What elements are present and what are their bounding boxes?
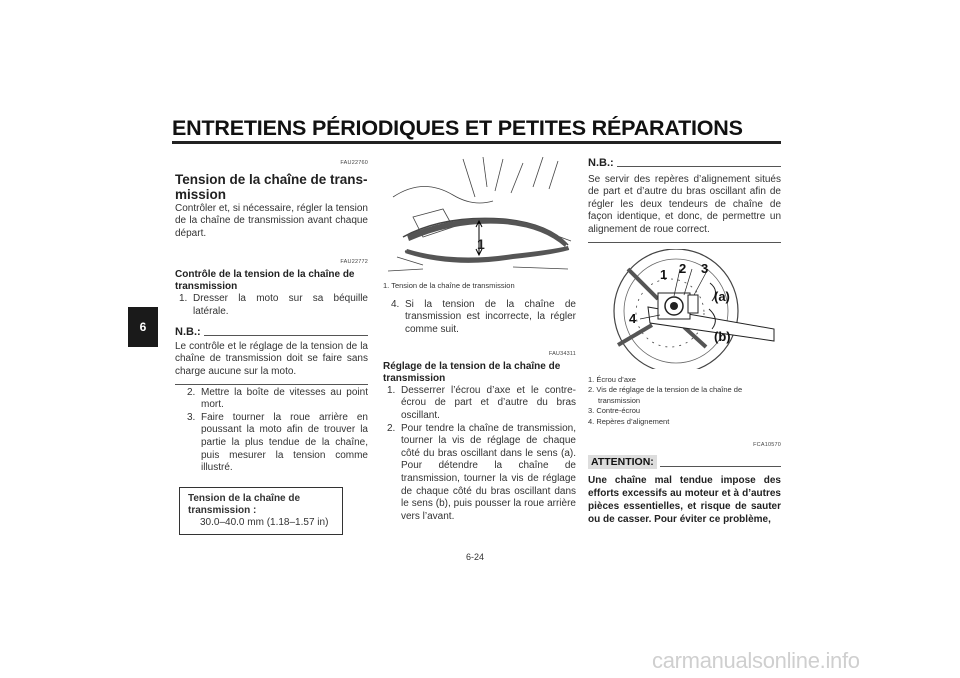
callout-a: (a) [714, 288, 730, 304]
nb-text: Se servir des repères d’alignement situés de part et d’autre du bras oscillant afin de régler les deux tendeurs de chaîne de façon identique, et donc, de permettre un alignement de roue correct. [588, 173, 781, 235]
caption-item: 3. Contre-écrou [588, 406, 641, 416]
spec-box [179, 487, 343, 535]
ref-code: FAU22772 [340, 259, 368, 266]
ref-code: FAU22760 [340, 160, 368, 166]
step-item [383, 423, 576, 524]
watermark: carmanualsonline.info [652, 648, 860, 673]
step-item [175, 412, 368, 475]
wheel-illustration [588, 249, 781, 369]
column-2 [383, 281, 576, 523]
step-item [383, 299, 576, 337]
nb-rule [204, 335, 368, 336]
step-number: 4. [391, 298, 400, 310]
step-text: Pour tendre la chaîne de transmission, tourner la vis de réglage de chaque côté du bras oscillant dans le sens (a). Pour détendre la chaîne de transmission, tourner la vis de réglage de chaque côté du bras oscillant dans le sens (b), puis pousser la roue arrière vers l’avant. [401, 422, 576, 522]
step-number: 2. [387, 422, 396, 434]
ref-code: FCA10570 [753, 442, 781, 449]
nb-header [175, 326, 368, 339]
callout-1: 1 [660, 266, 668, 282]
callout-4: 4 [629, 310, 637, 326]
spec-value: 30.0–40.0 mm (1.18–1.57 in) [200, 516, 329, 528]
step-text: Desserrer l’écrou d’axe et le contre-écrou de part et d’autre du bras oscillant. [401, 384, 576, 422]
figure-caption: 1. Tension de la chaîne de transmission [383, 281, 515, 290]
subheading: Contrôle de la tension de la chaîne de transmission [175, 268, 355, 292]
adjuster-figure [588, 249, 781, 369]
chapter-tab: 6 [128, 307, 158, 347]
column-3 [588, 157, 781, 526]
chain-tension-figure [383, 157, 576, 275]
step-number: 1. [387, 384, 396, 396]
step-item [175, 293, 368, 318]
nb-text: Le contrôle et le réglage de la tension de la chaîne de transmission doit se faire sans charge aucune sur la moto. [175, 340, 368, 377]
spec-label: Tension de la chaîne de transmission : [188, 492, 301, 516]
step-text: Dresser la moto sur sa béquille latérale. [193, 292, 368, 317]
page-number: 6-24 [466, 552, 485, 562]
warning-text: Une chaîne mal tendue impose des efforts excessifs au moteur et à d’autres pièces essentielles, et risque de sauter ou de casser. Pour éviter ce problème, [588, 475, 781, 525]
caption-list [588, 375, 781, 428]
callout-3: 3 [701, 260, 709, 276]
step-text: Si la tension de la chaîne de transmission est incorrecte, la régler comme suit. [405, 298, 576, 335]
caption-item: 4. Repères d’alignement [588, 416, 670, 426]
step-number: 2. [187, 386, 196, 398]
page-title: ENTRETIENS PÉRIODIQUES ET PETITES RÉPARATIONS [172, 116, 743, 140]
section-heading: Tension de la chaîne de trans-mission [175, 171, 368, 202]
attention-header [588, 455, 781, 470]
attention-rule [660, 466, 781, 467]
step-text: Faire tourner la roue arrière en poussant la moto afin de trouver la partie la plus tendue de la chaîne, puis mesurer la tension comme illustré. [201, 411, 368, 474]
nb-header [588, 157, 781, 170]
title-rule [172, 141, 781, 144]
attention-label: ATTENTION: [588, 455, 657, 470]
chain-illustration [383, 157, 576, 275]
step-number: 1. [179, 292, 188, 304]
step-item [175, 387, 368, 412]
nb-end-rule [175, 384, 368, 385]
nb-label: N.B.: [175, 326, 201, 339]
nb-end-rule [588, 242, 781, 243]
nb-rule [617, 166, 781, 167]
column-1 [175, 157, 368, 535]
step-number: 3. [187, 411, 196, 423]
callout-b: (b) [714, 328, 731, 344]
nb-label: N.B.: [588, 157, 614, 169]
caption-item: 1. Écrou d’axe [588, 374, 636, 384]
figure-label: 1 [477, 236, 485, 252]
ref-code: FAU34311 [548, 351, 576, 358]
intro-text: Contrôler et, si nécessaire, régler la tension de la chaîne de transmission avant chaque départ. [175, 202, 368, 239]
step-item [383, 385, 576, 423]
callout-2: 2 [679, 260, 687, 276]
subheading: Réglage de la tension de la chaîne de transmission [383, 360, 561, 384]
caption-item: 2. Vis de réglage de la tension de la chaîne de transmission [588, 385, 743, 405]
step-text: Mettre la boîte de vitesses au point mort. [201, 386, 368, 411]
